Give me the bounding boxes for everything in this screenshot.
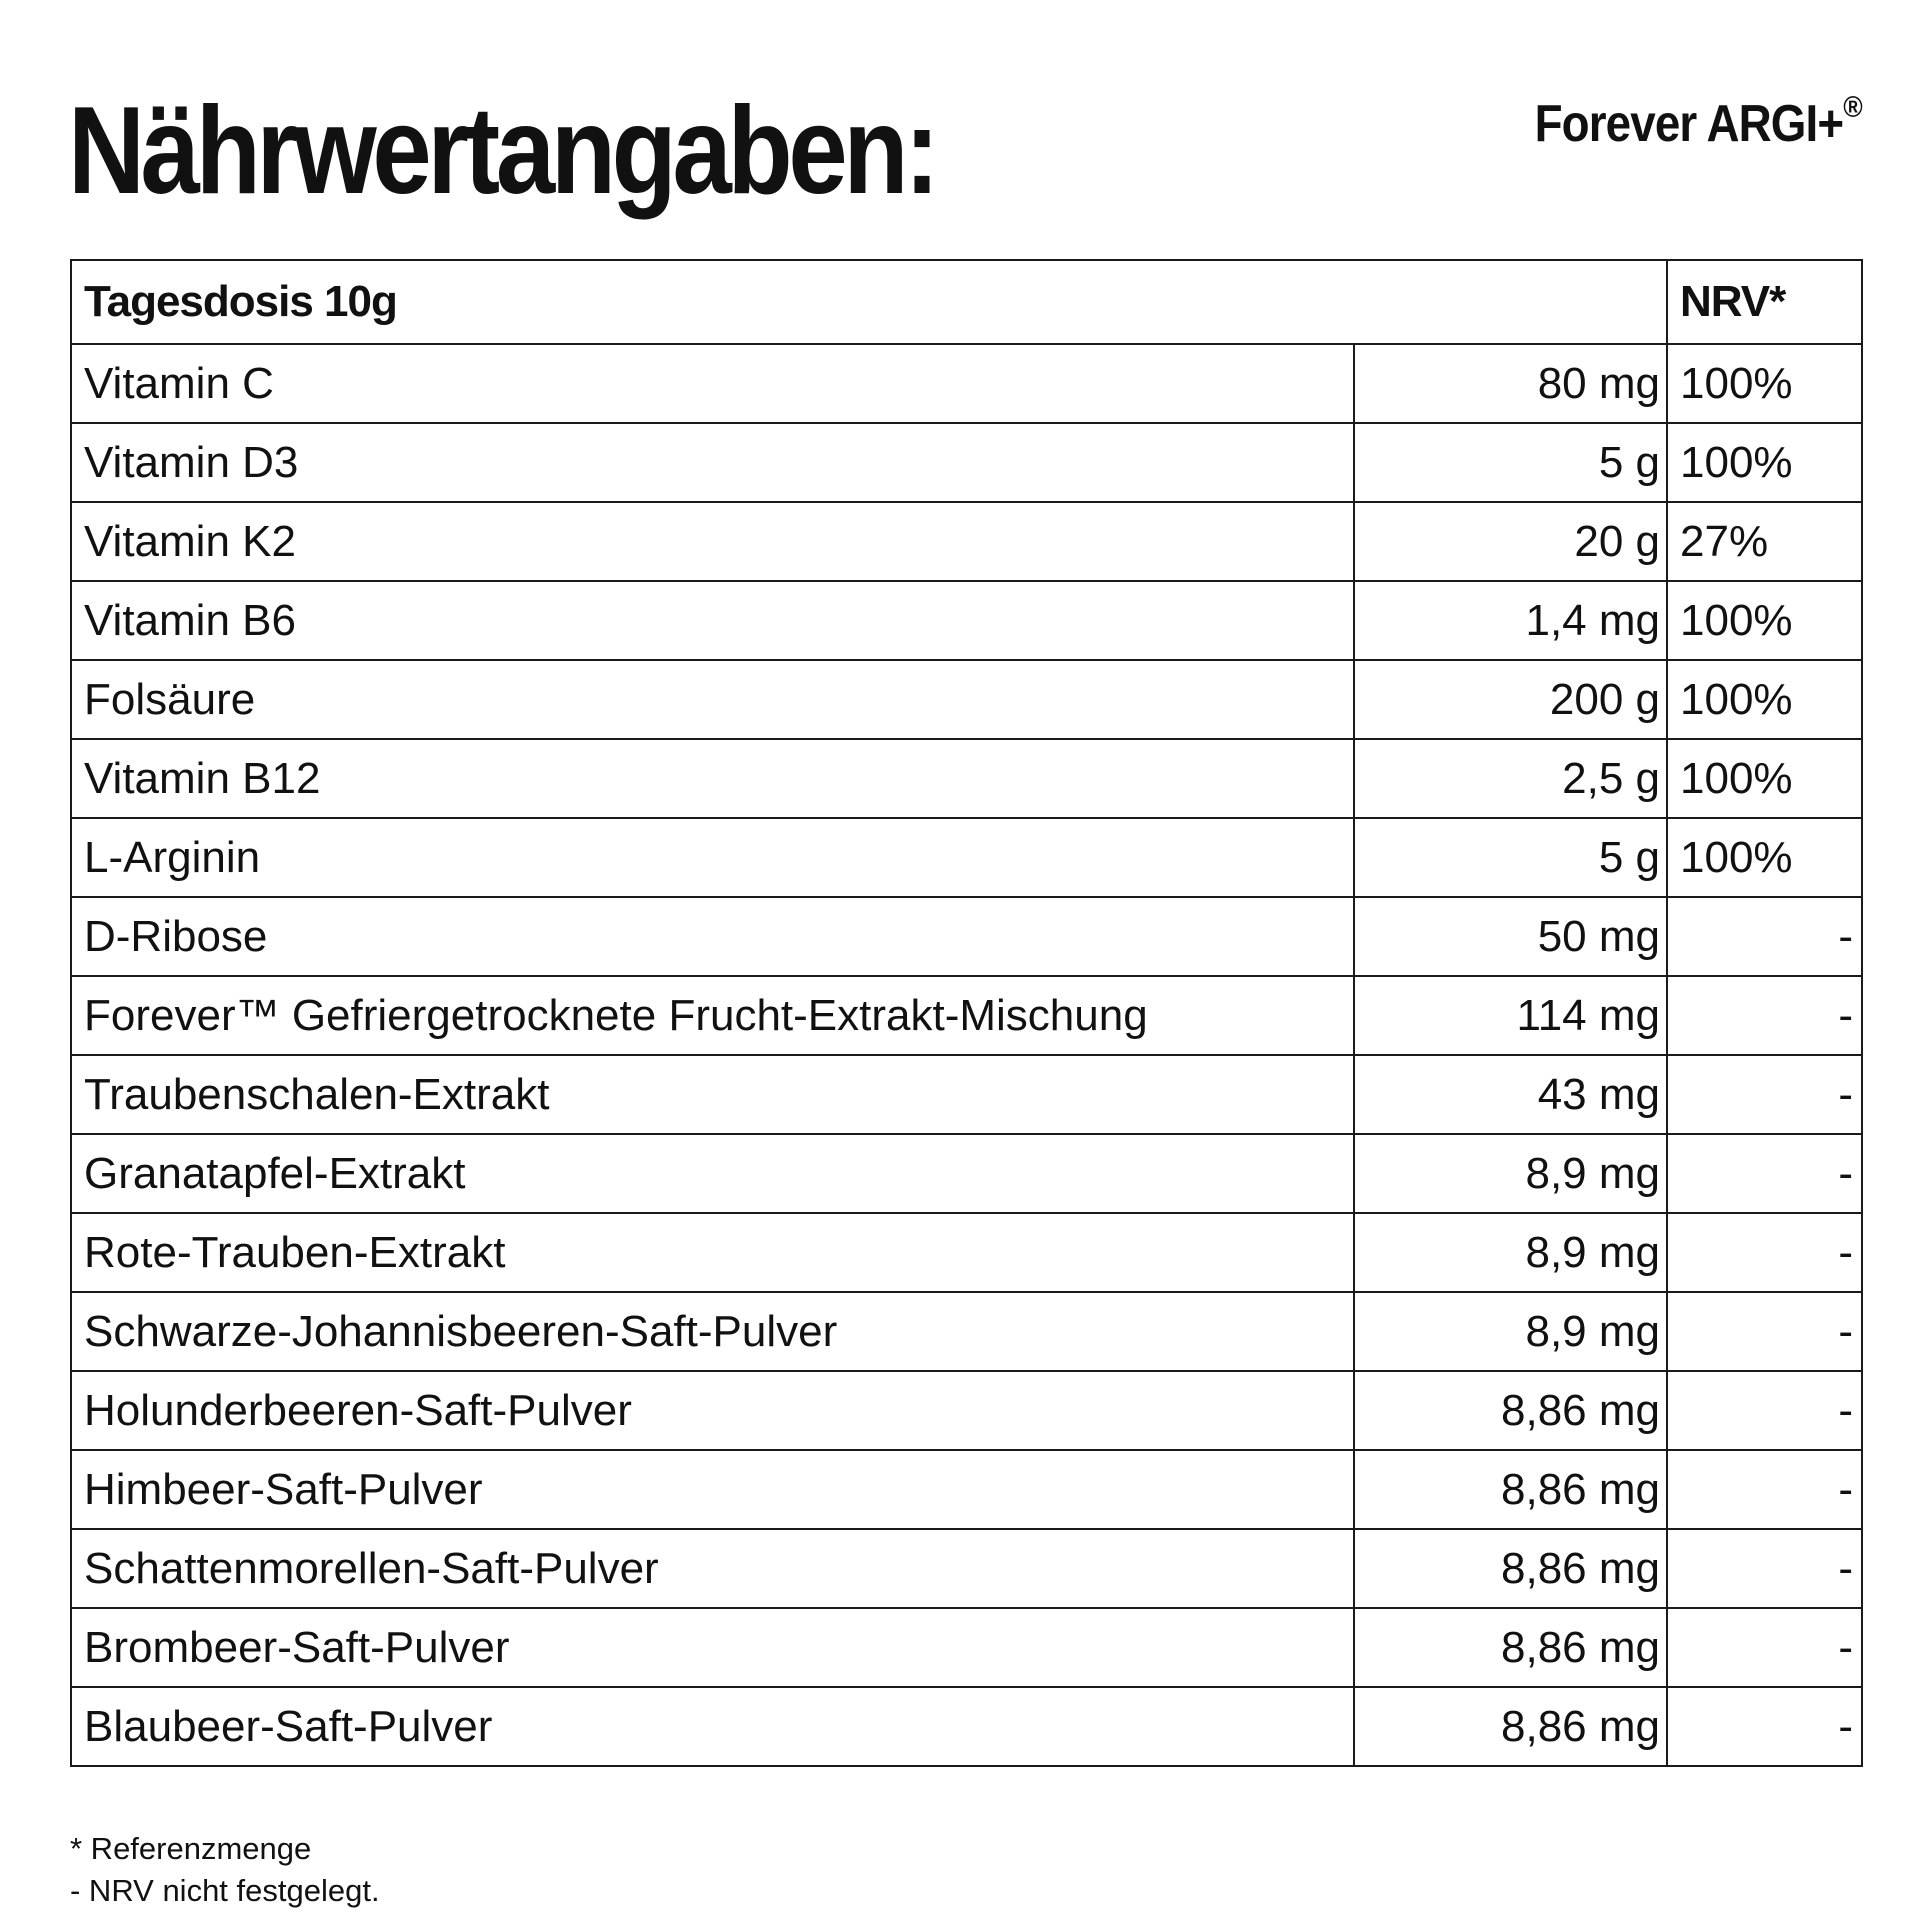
nutrient-nrv: - [1667,1608,1862,1687]
nutrient-name: Vitamin C [71,344,1354,423]
nutrient-nrv: - [1667,976,1862,1055]
nutrient-amount: 2,5 g [1354,739,1667,818]
nutrient-nrv: 100% [1667,581,1862,660]
nutrient-name: Vitamin K2 [71,502,1354,581]
nutrient-nrv: - [1667,1450,1862,1529]
nutrient-amount: 8,86 mg [1354,1371,1667,1450]
nrv-header: NRV* [1667,260,1862,344]
table-header-row [71,260,1862,344]
nutrient-name: D-Ribose [71,897,1354,976]
nutrient-name: Vitamin B6 [71,581,1354,660]
registered-mark: ® [1843,90,1862,124]
nutrient-nrv: - [1667,1134,1862,1213]
nutrient-nrv: 100% [1667,739,1862,818]
footnotes [70,1828,380,1912]
product-name-text: Forever ARGI+ [1534,95,1844,153]
nutrient-amount: 8,86 mg [1354,1529,1667,1608]
nutrient-nrv: - [1667,1529,1862,1608]
nutrition-table [70,259,1863,1767]
footnote-not-set: - NRV nicht festgelegt. [70,1873,380,1908]
nutrient-amount: 20 g [1354,502,1667,581]
table-row [71,660,1862,739]
nutrient-name: Holunderbeeren-Saft-Pulver [71,1371,1354,1450]
footnote-reference: * Referenzmenge [70,1831,312,1866]
table-row [71,344,1862,423]
table-row [71,897,1862,976]
nutrient-name: Blaubeer-Saft-Pulver [71,1687,1354,1766]
nutrient-name: Schattenmorellen-Saft-Pulver [71,1529,1354,1608]
nutrient-amount: 8,9 mg [1354,1134,1667,1213]
nutrient-name: Vitamin B12 [71,739,1354,818]
nutrient-name: Schwarze-Johannisbeeren-Saft-Pulver [71,1292,1354,1371]
nutrient-name: Rote-Trauben-Extrakt [71,1213,1354,1292]
nutrient-amount: 200 g [1354,660,1667,739]
nutrient-amount: 8,9 mg [1354,1292,1667,1371]
table-row [71,1529,1862,1608]
nutrient-nrv: 100% [1667,660,1862,739]
nutrient-amount: 1,4 mg [1354,581,1667,660]
nutrient-nrv: - [1667,1292,1862,1371]
nutrient-amount: 43 mg [1354,1055,1667,1134]
nutrient-name: Folsäure [71,660,1354,739]
nutrient-name: Brombeer-Saft-Pulver [71,1608,1354,1687]
table-row [71,1292,1862,1371]
nutrient-amount: 80 mg [1354,344,1667,423]
table-row [71,581,1862,660]
nutrient-amount: 8,86 mg [1354,1450,1667,1529]
table-row [71,1608,1862,1687]
nutrient-name: Traubenschalen-Extrakt [71,1055,1354,1134]
nutrient-name: L-Arginin [71,818,1354,897]
nutrient-amount: 8,86 mg [1354,1608,1667,1687]
table-row [71,1134,1862,1213]
table-row [71,423,1862,502]
table-row [71,1371,1862,1450]
table-row [71,739,1862,818]
nutrient-name: Granatapfel-Extrakt [71,1134,1354,1213]
nutrient-nrv: - [1667,897,1862,976]
nutrient-amount: 5 g [1354,818,1667,897]
nutrient-name: Forever™ Gefriergetrocknete Frucht-Extrakt-Mischung [71,976,1354,1055]
nutrient-nrv: - [1667,1687,1862,1766]
nutrient-nrv: 27% [1667,502,1862,581]
table-row [71,976,1862,1055]
nutrient-nrv: - [1667,1055,1862,1134]
daily-dose-header: Tagesdosis 10g [71,260,1667,344]
nutrient-amount: 50 mg [1354,897,1667,976]
nutrient-nrv: 100% [1667,423,1862,502]
table-row [71,502,1862,581]
nutrient-nrv: - [1667,1371,1862,1450]
page-title: Nährwertangaben: [68,82,936,220]
nutrient-nrv: 100% [1667,344,1862,423]
table-row [71,1213,1862,1292]
table-row [71,818,1862,897]
table-row [71,1055,1862,1134]
table-row [71,1450,1862,1529]
product-name [1534,90,1862,154]
nutrient-amount: 114 mg [1354,976,1667,1055]
nutrient-name: Vitamin D3 [71,423,1354,502]
nutrient-nrv: 100% [1667,818,1862,897]
nutrient-nrv: - [1667,1213,1862,1292]
nutrient-name: Himbeer-Saft-Pulver [71,1450,1354,1529]
nutrient-amount: 5 g [1354,423,1667,502]
nutrient-amount: 8,9 mg [1354,1213,1667,1292]
nutrient-amount: 8,86 mg [1354,1687,1667,1766]
table-row [71,1687,1862,1766]
